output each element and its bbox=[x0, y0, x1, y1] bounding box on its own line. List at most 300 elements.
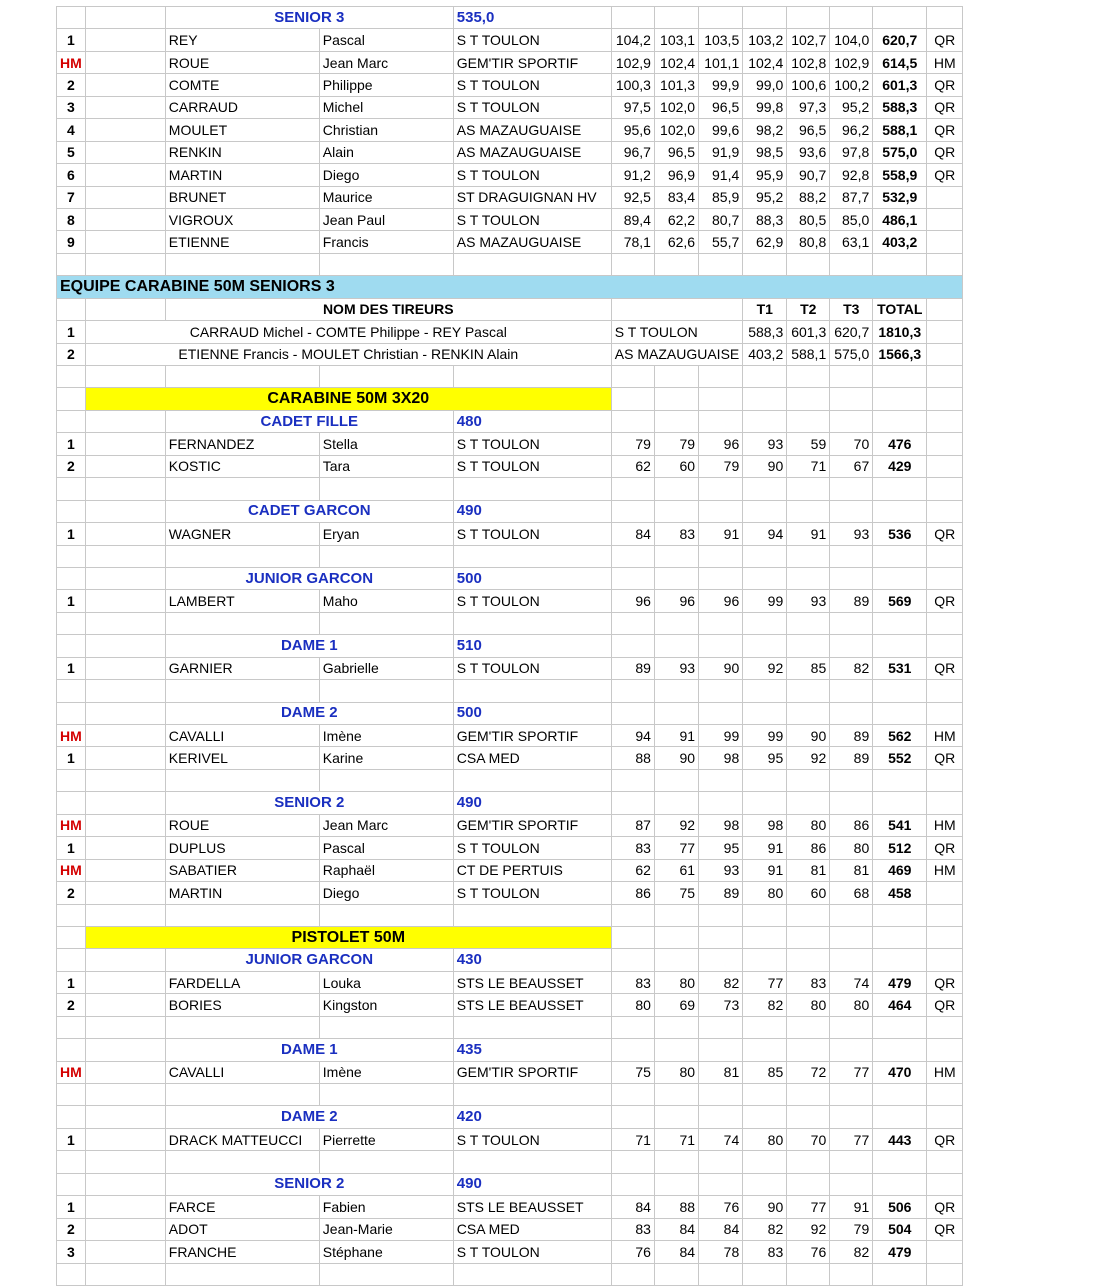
empty-cell bbox=[787, 769, 830, 791]
qualification-points: 510 bbox=[453, 635, 611, 657]
shooter-row bbox=[57, 1061, 963, 1083]
empty-cell bbox=[873, 1084, 927, 1106]
empty-cell bbox=[743, 7, 787, 29]
series-score: 60 bbox=[654, 455, 698, 477]
empty-cell bbox=[787, 1173, 830, 1195]
club-name: CT DE PERTUIS bbox=[453, 859, 611, 881]
empty-cell bbox=[873, 792, 927, 814]
shooter-lastname: REY bbox=[165, 29, 319, 51]
series-score: 96,5 bbox=[654, 141, 698, 163]
series-score: 61 bbox=[654, 859, 698, 881]
discipline-title-row bbox=[57, 388, 963, 410]
series-score: 77 bbox=[787, 1196, 830, 1218]
empty-cell bbox=[699, 702, 743, 724]
empty-cell bbox=[699, 253, 743, 275]
empty-cell bbox=[830, 1151, 873, 1173]
rank: 2 bbox=[57, 455, 86, 477]
series-score: 95,6 bbox=[611, 119, 654, 141]
rank: 4 bbox=[57, 119, 86, 141]
empty-cell bbox=[699, 904, 743, 926]
empty-cell bbox=[699, 926, 743, 948]
empty-cell bbox=[927, 1106, 963, 1128]
empty-cell bbox=[699, 635, 743, 657]
series-score: 96 bbox=[699, 433, 743, 455]
shooter-firstname: Fabien bbox=[319, 1196, 453, 1218]
series-score: 89,4 bbox=[611, 208, 654, 230]
shooter-row bbox=[57, 971, 963, 993]
series-score: 80,7 bbox=[699, 208, 743, 230]
empty-cell bbox=[611, 635, 654, 657]
club-name: S T TOULON bbox=[453, 455, 611, 477]
category-row bbox=[57, 1039, 963, 1061]
empty-cell bbox=[654, 545, 698, 567]
series-score: 89 bbox=[699, 882, 743, 904]
rank: 1 bbox=[57, 1128, 86, 1150]
shooter-firstname: Imène bbox=[319, 1061, 453, 1083]
rank: 2 bbox=[57, 343, 86, 365]
empty-cell bbox=[743, 1173, 787, 1195]
empty-cell bbox=[453, 478, 611, 500]
shooter-lastname: MARTIN bbox=[165, 164, 319, 186]
club-name: S T TOULON bbox=[453, 164, 611, 186]
series-score: 79 bbox=[611, 433, 654, 455]
series-score: 85 bbox=[787, 657, 830, 679]
empty-cell bbox=[927, 478, 963, 500]
empty-cell bbox=[873, 478, 927, 500]
series-score: 77 bbox=[830, 1061, 873, 1083]
empty-cell bbox=[85, 186, 165, 208]
shooter-lastname: FARDELLA bbox=[165, 971, 319, 993]
empty-cell bbox=[319, 366, 453, 388]
series-score: 84 bbox=[654, 1241, 698, 1263]
empty-cell bbox=[85, 769, 165, 791]
shooter-lastname: GARNIER bbox=[165, 657, 319, 679]
series-score: 103,2 bbox=[743, 29, 787, 51]
series-score: 96,7 bbox=[611, 141, 654, 163]
empty-cell bbox=[743, 567, 787, 589]
empty-cell bbox=[927, 1039, 963, 1061]
shooter-firstname: Maho bbox=[319, 590, 453, 612]
series-score: 78 bbox=[699, 1241, 743, 1263]
series-score: 104,2 bbox=[611, 29, 654, 51]
empty-cell bbox=[57, 388, 86, 410]
empty-cell bbox=[654, 702, 698, 724]
series-score: 71 bbox=[787, 455, 830, 477]
empty-cell bbox=[927, 949, 963, 971]
empty-cell bbox=[85, 1173, 165, 1195]
empty-cell bbox=[165, 612, 319, 634]
empty-cell bbox=[743, 904, 787, 926]
empty-cell bbox=[873, 680, 927, 702]
series-score: 80,5 bbox=[787, 208, 830, 230]
series-score: 83 bbox=[743, 1241, 787, 1263]
empty-cell bbox=[85, 1061, 165, 1083]
series-score: 83 bbox=[654, 523, 698, 545]
empty-cell bbox=[611, 949, 654, 971]
category-title: DAME 2 bbox=[165, 702, 453, 724]
series-score: 84 bbox=[611, 1196, 654, 1218]
shooter-lastname: FARCE bbox=[165, 1196, 319, 1218]
category-title: CADET FILLE bbox=[165, 410, 453, 432]
series-score: 75 bbox=[654, 882, 698, 904]
series-score: 91 bbox=[699, 523, 743, 545]
series-score: 80 bbox=[830, 994, 873, 1016]
qualification-points: 480 bbox=[453, 410, 611, 432]
shooter-firstname: Diego bbox=[319, 882, 453, 904]
qualification-points: 435 bbox=[453, 1039, 611, 1061]
shooter-lastname: ROUE bbox=[165, 814, 319, 836]
empty-cell bbox=[830, 702, 873, 724]
empty-cell bbox=[57, 500, 86, 522]
qualification-status: QR bbox=[927, 747, 963, 769]
qualification-points: 500 bbox=[453, 702, 611, 724]
empty-cell bbox=[654, 1151, 698, 1173]
empty-cell bbox=[743, 1106, 787, 1128]
team-header-row bbox=[57, 298, 963, 320]
series-score: 91 bbox=[743, 859, 787, 881]
shooter-row bbox=[57, 74, 963, 96]
empty-cell bbox=[787, 904, 830, 926]
series-score: 93,6 bbox=[787, 141, 830, 163]
empty-cell bbox=[873, 366, 927, 388]
empty-cell bbox=[165, 253, 319, 275]
series-score: 102,4 bbox=[654, 51, 698, 73]
total-score: 558,9 bbox=[873, 164, 927, 186]
rank: 3 bbox=[57, 1241, 86, 1263]
empty-cell bbox=[85, 725, 165, 747]
empty-cell bbox=[654, 7, 698, 29]
empty-cell bbox=[743, 612, 787, 634]
shooter-row bbox=[57, 882, 963, 904]
series-score: 83 bbox=[611, 971, 654, 993]
empty-cell bbox=[85, 882, 165, 904]
shooter-firstname: Maurice bbox=[319, 186, 453, 208]
series-score: 100,3 bbox=[611, 74, 654, 96]
empty-cell bbox=[319, 612, 453, 634]
series-score: 86 bbox=[830, 814, 873, 836]
empty-cell bbox=[654, 612, 698, 634]
series-score: 90 bbox=[743, 455, 787, 477]
series-score: 89 bbox=[611, 657, 654, 679]
empty-cell bbox=[453, 1016, 611, 1038]
empty-cell bbox=[830, 635, 873, 657]
series-score: 80 bbox=[787, 994, 830, 1016]
empty-cell bbox=[611, 1173, 654, 1195]
total-score: 541 bbox=[873, 814, 927, 836]
series-score: 71 bbox=[611, 1128, 654, 1150]
empty-cell bbox=[873, 1263, 927, 1285]
empty-cell bbox=[927, 410, 963, 432]
team-score-t1: 403,2 bbox=[743, 343, 787, 365]
shooter-row bbox=[57, 859, 963, 881]
empty-cell bbox=[611, 702, 654, 724]
series-score: 99,9 bbox=[699, 74, 743, 96]
shooter-row bbox=[57, 141, 963, 163]
series-score: 99,8 bbox=[743, 96, 787, 118]
series-score: 76 bbox=[699, 1196, 743, 1218]
rank: 1 bbox=[57, 523, 86, 545]
shooter-row bbox=[57, 1196, 963, 1218]
series-score: 97,8 bbox=[830, 141, 873, 163]
shooter-row bbox=[57, 814, 963, 836]
team-members: ETIENNE Francis - MOULET Christian - RENKIN Alain bbox=[85, 343, 611, 365]
empty-cell bbox=[57, 949, 86, 971]
header-t3: T3 bbox=[830, 298, 873, 320]
series-score: 101,3 bbox=[654, 74, 698, 96]
empty-cell bbox=[453, 253, 611, 275]
club-name: S T TOULON bbox=[453, 882, 611, 904]
empty-cell bbox=[85, 1151, 165, 1173]
empty-cell bbox=[927, 567, 963, 589]
shooter-firstname: Stella bbox=[319, 433, 453, 455]
qualification-status: HM bbox=[927, 814, 963, 836]
qualification-points: 500 bbox=[453, 567, 611, 589]
series-score: 67 bbox=[830, 455, 873, 477]
shooter-firstname: Tara bbox=[319, 455, 453, 477]
shooter-lastname: KERIVEL bbox=[165, 747, 319, 769]
series-score: 95 bbox=[743, 747, 787, 769]
rank: 7 bbox=[57, 186, 86, 208]
empty-cell bbox=[85, 478, 165, 500]
series-score: 103,1 bbox=[654, 29, 698, 51]
total-score: 531 bbox=[873, 657, 927, 679]
empty-cell bbox=[830, 680, 873, 702]
empty-cell bbox=[85, 1084, 165, 1106]
qualification-status: QR bbox=[927, 141, 963, 163]
team-title: EQUIPE CARABINE 50M SENIORS 3 bbox=[57, 276, 963, 298]
series-score: 62,2 bbox=[654, 208, 698, 230]
empty-cell bbox=[611, 298, 742, 320]
empty-cell bbox=[611, 769, 654, 791]
qualification-status bbox=[927, 433, 963, 455]
qualification-status bbox=[927, 882, 963, 904]
rank: 1 bbox=[57, 971, 86, 993]
empty-cell bbox=[743, 545, 787, 567]
category-row bbox=[57, 500, 963, 522]
empty-cell bbox=[873, 1106, 927, 1128]
shooter-row bbox=[57, 590, 963, 612]
total-score: 479 bbox=[873, 1241, 927, 1263]
series-score: 92 bbox=[787, 1218, 830, 1240]
team-total: 1810,3 bbox=[873, 321, 927, 343]
series-score: 91 bbox=[743, 837, 787, 859]
empty-cell bbox=[830, 769, 873, 791]
qualification-status: QR bbox=[927, 119, 963, 141]
shooter-lastname: BRUNET bbox=[165, 186, 319, 208]
team-members: CARRAUD Michel - COMTE Philippe - REY Pascal bbox=[85, 321, 611, 343]
empty-cell bbox=[927, 321, 963, 343]
series-score: 90 bbox=[699, 657, 743, 679]
club-name: STS LE BEAUSSET bbox=[453, 994, 611, 1016]
club-name: S T TOULON bbox=[611, 321, 742, 343]
category-row bbox=[57, 410, 963, 432]
shooter-firstname: Pascal bbox=[319, 29, 453, 51]
empty-cell bbox=[927, 366, 963, 388]
empty-cell bbox=[654, 769, 698, 791]
shooter-firstname: Jean-Marie bbox=[319, 1218, 453, 1240]
empty-cell bbox=[85, 904, 165, 926]
empty-cell bbox=[699, 1173, 743, 1195]
rank: 1 bbox=[57, 1196, 86, 1218]
empty-cell bbox=[787, 792, 830, 814]
empty-cell bbox=[165, 545, 319, 567]
series-score: 59 bbox=[787, 433, 830, 455]
empty-cell bbox=[319, 769, 453, 791]
empty-cell bbox=[743, 635, 787, 657]
empty-cell bbox=[699, 769, 743, 791]
series-score: 98 bbox=[743, 814, 787, 836]
series-score: 80 bbox=[654, 971, 698, 993]
empty-cell bbox=[743, 410, 787, 432]
category-row bbox=[57, 949, 963, 971]
shooter-firstname: Kingston bbox=[319, 994, 453, 1016]
rank: 1 bbox=[57, 590, 86, 612]
shooter-firstname: Gabrielle bbox=[319, 657, 453, 679]
qualification-status: HM bbox=[927, 859, 963, 881]
empty-cell bbox=[165, 366, 319, 388]
club-name: S T TOULON bbox=[453, 96, 611, 118]
empty-cell bbox=[927, 1084, 963, 1106]
rank: HM bbox=[57, 51, 86, 73]
empty-cell bbox=[319, 680, 453, 702]
empty-cell bbox=[611, 1106, 654, 1128]
shooter-lastname: DRACK MATTEUCCI bbox=[165, 1128, 319, 1150]
team-row bbox=[57, 321, 963, 343]
shooter-row bbox=[57, 657, 963, 679]
series-score: 102,0 bbox=[654, 96, 698, 118]
empty-cell bbox=[165, 1016, 319, 1038]
empty-cell bbox=[743, 1263, 787, 1285]
series-score: 84 bbox=[699, 1218, 743, 1240]
series-score: 83 bbox=[611, 1218, 654, 1240]
empty-cell bbox=[57, 769, 86, 791]
shooter-firstname: Francis bbox=[319, 231, 453, 253]
empty-cell bbox=[85, 859, 165, 881]
shooter-firstname: Jean Marc bbox=[319, 51, 453, 73]
empty-cell bbox=[319, 545, 453, 567]
empty-cell bbox=[699, 612, 743, 634]
empty-cell bbox=[85, 680, 165, 702]
total-score: 506 bbox=[873, 1196, 927, 1218]
empty-cell bbox=[85, 949, 165, 971]
empty-cell bbox=[85, 523, 165, 545]
empty-cell bbox=[830, 926, 873, 948]
series-score: 93 bbox=[830, 523, 873, 545]
empty-cell bbox=[654, 792, 698, 814]
series-score: 99 bbox=[699, 725, 743, 747]
series-score: 85,0 bbox=[830, 208, 873, 230]
shooter-row bbox=[57, 164, 963, 186]
series-score: 96,2 bbox=[830, 119, 873, 141]
empty-cell bbox=[85, 298, 165, 320]
empty-cell bbox=[319, 904, 453, 926]
shooter-row bbox=[57, 523, 963, 545]
series-score: 60 bbox=[787, 882, 830, 904]
empty-cell bbox=[699, 1084, 743, 1106]
empty-cell bbox=[57, 635, 86, 657]
empty-cell bbox=[654, 904, 698, 926]
empty-cell bbox=[654, 410, 698, 432]
shooter-lastname: BORIES bbox=[165, 994, 319, 1016]
empty-cell bbox=[873, 635, 927, 657]
results-sheet bbox=[56, 6, 963, 1286]
total-score: 536 bbox=[873, 523, 927, 545]
rank: 3 bbox=[57, 96, 86, 118]
empty-cell bbox=[787, 702, 830, 724]
series-score: 89 bbox=[830, 590, 873, 612]
series-score: 92 bbox=[743, 657, 787, 679]
series-score: 82 bbox=[830, 1241, 873, 1263]
series-score: 96,9 bbox=[654, 164, 698, 186]
series-score: 98 bbox=[699, 747, 743, 769]
team-total: 1566,3 bbox=[873, 343, 927, 365]
series-score: 93 bbox=[699, 859, 743, 881]
series-score: 62,9 bbox=[743, 231, 787, 253]
empty-cell bbox=[654, 1016, 698, 1038]
empty-cell bbox=[85, 590, 165, 612]
empty-cell bbox=[57, 366, 86, 388]
shooter-firstname: Stéphane bbox=[319, 1241, 453, 1263]
category-row bbox=[57, 7, 963, 29]
empty-cell bbox=[85, 366, 165, 388]
empty-cell bbox=[787, 949, 830, 971]
empty-cell bbox=[743, 253, 787, 275]
rank: 2 bbox=[57, 882, 86, 904]
club-name: AS MAZAUGUAISE bbox=[453, 141, 611, 163]
qualification-points: 490 bbox=[453, 500, 611, 522]
series-score: 91 bbox=[654, 725, 698, 747]
empty-cell bbox=[654, 567, 698, 589]
qualification-points: 535,0 bbox=[453, 7, 611, 29]
empty-cell bbox=[830, 792, 873, 814]
empty-cell bbox=[830, 366, 873, 388]
category-title: SENIOR 2 bbox=[165, 1173, 453, 1195]
empty-cell bbox=[787, 926, 830, 948]
empty-cell bbox=[611, 926, 654, 948]
empty-cell bbox=[85, 1106, 165, 1128]
total-score: 443 bbox=[873, 1128, 927, 1150]
shooter-firstname: Jean Paul bbox=[319, 208, 453, 230]
qualification-status: QR bbox=[927, 994, 963, 1016]
series-score: 81 bbox=[699, 1061, 743, 1083]
shooter-lastname: VIGROUX bbox=[165, 208, 319, 230]
total-score: 470 bbox=[873, 1061, 927, 1083]
club-name: STS LE BEAUSSET bbox=[453, 1196, 611, 1218]
empty-cell bbox=[743, 1039, 787, 1061]
shooter-lastname: FERNANDEZ bbox=[165, 433, 319, 455]
empty-cell bbox=[830, 1016, 873, 1038]
qualification-status: QR bbox=[927, 1218, 963, 1240]
series-score: 101,1 bbox=[699, 51, 743, 73]
empty-cell bbox=[57, 545, 86, 567]
series-score: 100,2 bbox=[830, 74, 873, 96]
empty-cell bbox=[85, 1218, 165, 1240]
empty-cell bbox=[927, 792, 963, 814]
shooter-lastname: MARTIN bbox=[165, 882, 319, 904]
shooter-firstname: Pascal bbox=[319, 837, 453, 859]
total-score: 532,9 bbox=[873, 186, 927, 208]
shooter-firstname: Christian bbox=[319, 119, 453, 141]
empty-cell bbox=[85, 51, 165, 73]
series-score: 87,7 bbox=[830, 186, 873, 208]
shooter-row bbox=[57, 231, 963, 253]
empty-cell bbox=[873, 567, 927, 589]
empty-cell bbox=[85, 657, 165, 679]
empty-cell bbox=[927, 1151, 963, 1173]
empty-cell bbox=[654, 366, 698, 388]
empty-cell bbox=[654, 1084, 698, 1106]
club-name: AS MAZAUGUAISE bbox=[611, 343, 742, 365]
